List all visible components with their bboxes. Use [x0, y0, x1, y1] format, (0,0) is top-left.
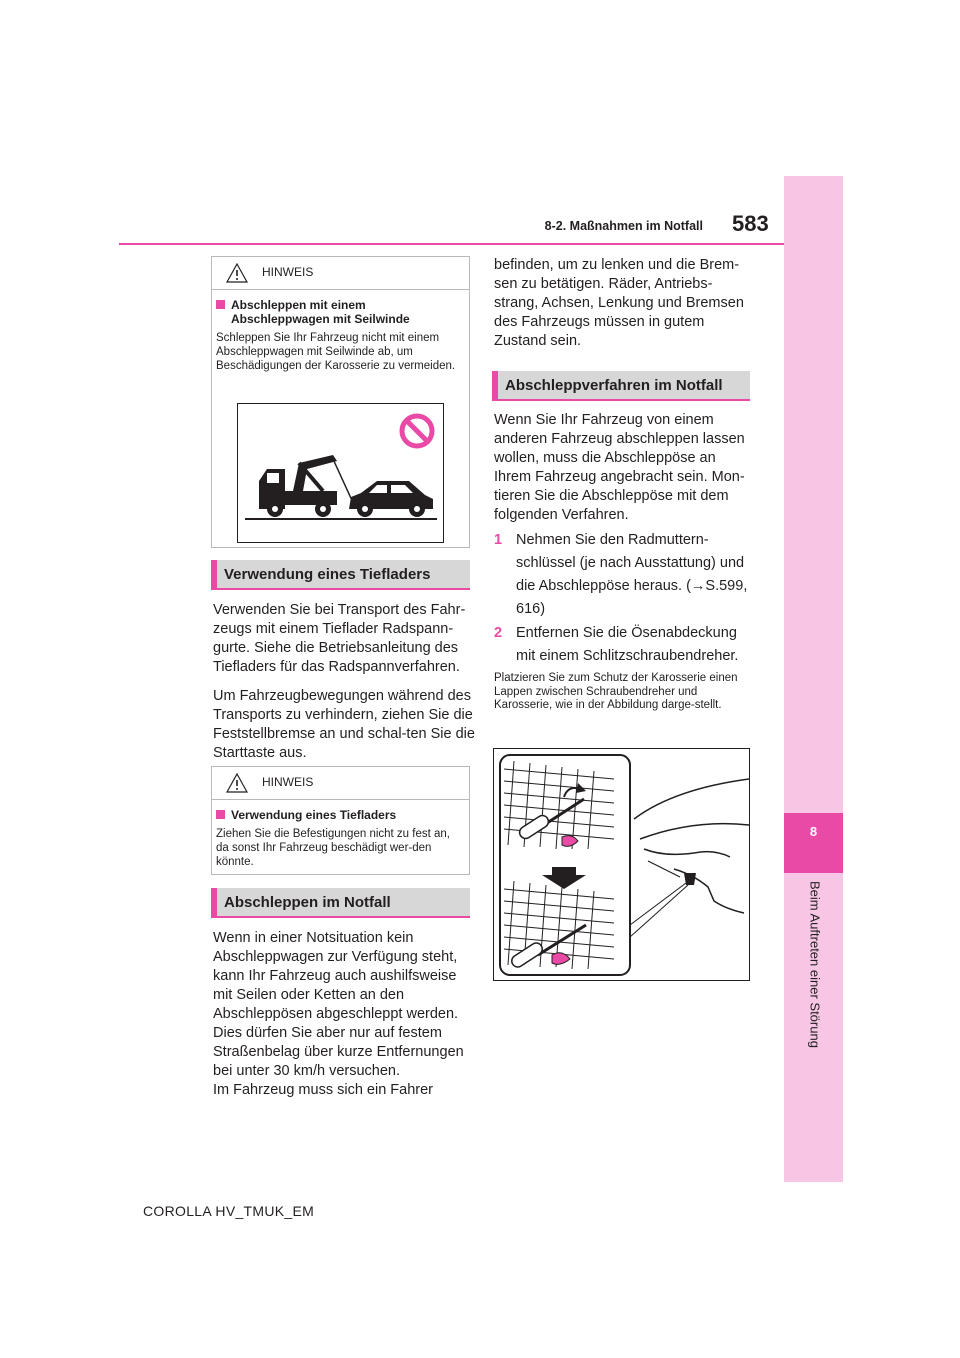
- step-line: mit einem Schlitzschraubendreher.: [516, 648, 739, 664]
- tieflader-body: [213, 601, 475, 773]
- eye-cover-removal-illustration: [493, 748, 750, 981]
- notice-box-seilwinde: [211, 256, 470, 548]
- step-number: 2: [494, 625, 503, 641]
- warning-triangle-icon: [226, 263, 248, 283]
- step-text: [516, 622, 738, 668]
- step-2: [494, 622, 756, 668]
- tieflader-paragraph-1: Verwenden Sie bei Transport des Fahr-zeugs mit einem Tieflader Radspann-gurte. Siehe die Betriebsanleitung des Tiefladers für das Radspannverfahren.: [213, 602, 466, 675]
- verfahren-intro: [494, 411, 752, 535]
- square-bullet-icon: [216, 300, 225, 309]
- notice-subheading-text: Verwendung eines Tiefladers: [231, 808, 397, 822]
- notice-header: [212, 257, 469, 290]
- step-line: schlüssel (je nach Ausstattung) und: [516, 555, 745, 571]
- step-number: 1: [494, 532, 503, 548]
- chapter-number: 8: [809, 824, 818, 839]
- notice-box-tieflader: [211, 766, 470, 875]
- notice-subheading-line2: Abschleppwagen mit Seilwinde: [231, 312, 410, 326]
- notfall-body: [213, 929, 475, 1110]
- section-header-verfahren: Abschleppverfahren im Notfall: [492, 371, 750, 401]
- notice-text: Ziehen Sie die Befestigungen nicht zu fest an, da sonst Ihr Fahrzeug beschädigt wer-den könnte.: [216, 828, 450, 868]
- warning-triangle-icon: [226, 773, 248, 793]
- notice-subheading: [216, 298, 459, 326]
- notice-text: Schleppen Sie Ihr Fahrzeug nicht mit einem Abschleppwagen mit Seilwinde ab, um Beschädigungen der Karosserie zu vermeiden.: [216, 332, 456, 372]
- section-header-tieflader: Verwendung eines Tiefladers: [211, 560, 470, 590]
- verfahren-note: Platzieren Sie zum Schutz der Karosserie einen Lappen zwischen Schraubendreher und Karosserie, wie in der Abbildung darge-stellt.: [494, 672, 738, 711]
- step-line: Nehmen Sie den Radmuttern-: [516, 532, 709, 548]
- notice-subheading: [216, 808, 459, 822]
- footer-model-code: COROLLA HV_TMUK_EM: [143, 1203, 315, 1219]
- step-line: 616): [516, 601, 546, 617]
- section-header-notfall: Abschleppen im Notfall: [211, 888, 470, 918]
- notfall-paragraph-cont: Im Fahrzeug muss sich ein Fahrer: [213, 1082, 433, 1098]
- notfall-right-paragraph: befinden, um zu lenken und die Brem-sen zu betätigen. Räder, Antriebs-strang, Achsen, Lenkung und Bremsen des Fahrzeugs müssen in gutem Zustand sein.: [494, 257, 744, 349]
- section-title: 8-2. Maßnahmen im Notfall: [544, 219, 703, 233]
- verfahren-intro-paragraph: Wenn Sie Ihr Fahrzeug von einem anderen Fahrzeug abschleppen lassen wollen, muss die Abschleppöse an Ihrem Fahrzeug angebracht sein. Mon-tieren Sie die Abschleppöse mit dem folgenden Verfahren.: [494, 412, 745, 523]
- notice-heading: HINWEIS: [262, 775, 314, 789]
- tow-truck-winch-illustration: [237, 403, 444, 543]
- step-line: die Abschleppöse heraus. (→S.599,: [516, 578, 748, 594]
- chapter-title: Beim Auftreten einer Störung: [807, 881, 823, 1048]
- page-number: 583: [732, 211, 769, 236]
- step-1: [494, 529, 756, 621]
- notice-subheading-line1: Abschleppen mit einem: [231, 298, 366, 312]
- chapter-side-tab: [784, 176, 843, 1182]
- square-bullet-icon: [216, 810, 225, 819]
- step-text: [516, 529, 747, 621]
- notice-heading: HINWEIS: [262, 265, 314, 279]
- eye-cover-removal-drawing: [494, 749, 749, 980]
- tieflader-paragraph-2: Um Fahrzeugbewegungen während des Transports zu verhindern, ziehen Sie die Feststellbremse an und schal-ten Sie die Starttaste aus.: [213, 688, 475, 761]
- header-rule: [119, 243, 784, 245]
- notice-header: [212, 767, 469, 800]
- notfall-right-body: [494, 256, 752, 361]
- step-line: Entfernen Sie die Ösenabdeckung: [516, 625, 737, 641]
- chapter-number-box: [784, 813, 843, 873]
- notfall-paragraph: Wenn in einer Notsituation kein Abschleppwagen zur Verfügung steht, kann Ihr Fahrzeug auch aushilfsweise mit Seilen oder Ketten an den Abschleppösen abgeschleppt werden. Dies dürfen Sie aber nur auf festem Straßenbelag über kurze Entfernungen bei unter 30 km/h versuchen.: [213, 930, 464, 1079]
